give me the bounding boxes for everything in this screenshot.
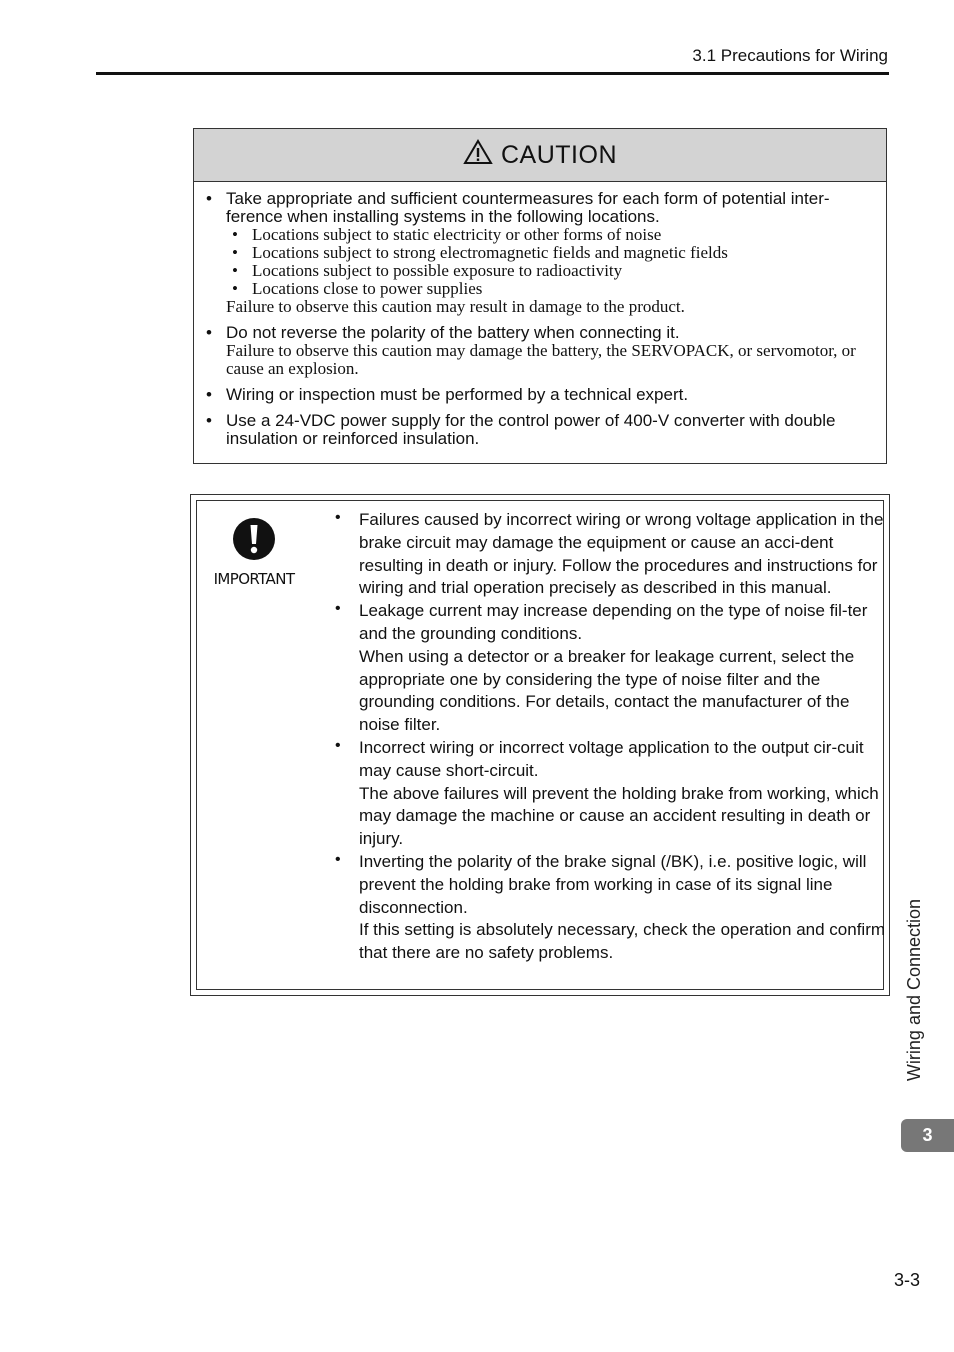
caution-title: CAUTION — [501, 140, 617, 169]
exclamation-circle-icon — [232, 548, 276, 565]
page-number: 3-3 — [893, 1270, 920, 1290]
caution-note: Failure to observe this caution may damage the battery, the SERVOPACK, or servomotor, or cause an explosion. — [226, 341, 856, 378]
important-text: Incorrect wiring or incorrect voltage application to the output cir-cuit may cause short-circuit. — [359, 737, 864, 780]
important-text: Inverting the polarity of the brake signal (/BK), i.e. positive logic, will prevent the holding brake from working in case of its signal line disconnection. — [359, 851, 867, 917]
location-list — [226, 226, 874, 298]
caution-item: • Take appropriate and sufficient countermeasures for each form of potential inter-ference when installing systems in the following locations. • Locations subject to static electricity or other forms of noise • Locations subject to strong electromagnetic fields and magnetic fields • Locations subject to possible exposure to radioactivity • Locations close to power supplies Failure to observe this caution may result in damage to the product. — [206, 190, 874, 316]
important-list — [335, 509, 887, 965]
caution-item-text: Use a 24-VDC power supply for the control power of 400-V converter with double insulation or reinforced insulation. — [226, 411, 836, 448]
list-item: • Inverting the polarity of the brake signal (/BK), i.e. positive logic, will prevent the holding brake from working in case of its signal line disconnection. If this setting is absolutely necessary, check the operation and confirm that there are no safety problems. — [335, 851, 887, 965]
caution-header — [194, 129, 886, 182]
caution-item: • Do not reverse the polarity of the battery when connecting it. Failure to observe this caution may damage the battery, the SERVOPACK, or servomotor, or cause an explosion. — [206, 324, 874, 378]
important-icon-block — [209, 517, 299, 588]
caution-body — [194, 182, 886, 448]
caution-item: • Use a 24-VDC power supply for the control power of 400-V converter with double insulation or reinforced insulation. — [206, 412, 874, 448]
list-item: • Leakage current may increase depending on the type of noise fil-ter and the grounding conditions. When using a detector or a breaker for leakage current, select the appropriate one by considering the type of noise filter and the grounding conditions. For details, contact the manufacturer of the noise filter. — [335, 600, 887, 737]
side-tab-label: Wiring and Connection — [904, 898, 924, 1082]
important-text: When using a detector or a breaker for leakage current, select the appropriate one by considering the type of noise filter and the grounding conditions. For details, contact the manufacturer of the noise filter. — [359, 646, 855, 735]
list-item: • Failures caused by incorrect wiring or wrong voltage application in the brake circuit may damage the equipment or cause an acci-dent resulting in death or injury. Follow the procedures and instructions for wiring and trial operation precisely as described in this manual. — [335, 509, 887, 600]
important-label: IMPORTANT — [213, 570, 295, 588]
important-text: Leakage current may increase depending on the type of noise fil-ter and the grounding conditions. — [359, 601, 868, 643]
important-box — [190, 494, 890, 996]
header-rule — [96, 72, 889, 75]
important-text: If this setting is absolutely necessary, check the operation and confirm that there are no safety problems. — [359, 920, 886, 963]
section-header: 3.1 Precautions for Wiring — [692, 46, 888, 65]
caution-item-text: Wiring or inspection must be performed by a technical expert. — [226, 385, 689, 404]
caution-item-text: Do not reverse the polarity of the battery when connecting it. — [226, 323, 680, 342]
list-item: • Locations subject to strong electromagnetic fields and magnetic fields — [232, 243, 728, 262]
important-text: The above failures will prevent the holding brake from working, which may damage the machine or cause an accident resulting in death or injury. — [359, 783, 879, 849]
list-item: • Locations subject to possible exposure to radioactivity — [232, 261, 623, 280]
warning-triangle-icon — [463, 139, 501, 172]
caution-note: Failure to observe this caution may result in damage to the product. — [226, 297, 685, 316]
list-item: • Locations subject to static electricity or other forms of noise — [232, 225, 662, 244]
important-inner-frame — [196, 500, 884, 990]
caution-item: • Wiring or inspection must be performed by a technical expert. — [206, 386, 874, 404]
important-text: Failures caused by incorrect wiring or wrong voltage application in the brake circuit may damage the equipment or cause an acci-dent resulting in death or injury. Follow the procedures and instructions for wiring and trial operation precisely as described in this manual. — [359, 510, 884, 598]
chapter-tab: 3 — [901, 1119, 954, 1152]
list-item: • Locations close to power supplies — [232, 279, 483, 298]
list-item: • Incorrect wiring or incorrect voltage application to the output cir-cuit may cause short-circuit. The above failures will prevent the holding brake from working, which may damage the machine or cause an accident resulting in death or injury. — [335, 737, 887, 851]
caution-box — [193, 128, 887, 464]
caution-item-text: Take appropriate and sufficient countermeasures for each form of potential inter-ference when installing systems in the following locations. — [226, 189, 830, 226]
